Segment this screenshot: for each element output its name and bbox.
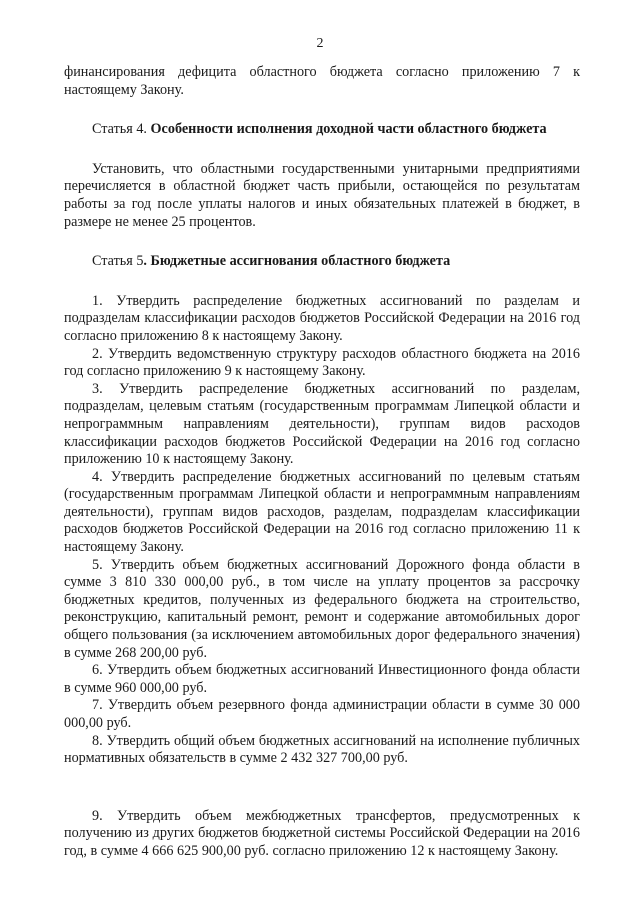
- article-4-text: Установить, что областными государственными унитарными предприятиями перечисляется в областной бюджет часть прибыли, остающейся по результатам работы за год после уплаты налогов и иных обязательных платежей в бюджет, в размере не менее 25 процентов.: [64, 160, 580, 230]
- article-5-item-8: 8. Утвердить общий объем бюджетных ассигнований на исполнение публичных нормативных обязательств в сумме 2 432 327 700,00 руб.: [64, 732, 580, 767]
- article-5-item-7: 7. Утвердить объем резервного фонда администрации области в сумме 30 000 000,00 руб.: [64, 697, 580, 731]
- intro-paragraph: финансирования дефицита областного бюджета согласно приложению 7 к настоящему Закону.: [64, 64, 580, 98]
- article-5-item-9: 9. Утвердить объем межбюджетных трансфертов, предусмотренных к получению из других бюджетов бюджетной системы Российской Федерации на 2016 год, в сумме 4 666 625 900,00 руб. согласно приложению 12 к настоящему Закону.: [64, 807, 580, 859]
- article-4-prefix: Статья 4.: [92, 121, 151, 138]
- page-number: 2: [316, 36, 324, 51]
- article-5-heading: [64, 253, 580, 271]
- article-5-item-5: 5. Утвердить объем бюджетных ассигнований Дорожного фонда области в сумме 3 810 330 000,00 руб., в том числе на уплату процентов за рассрочку бюджетных кредитов, полученных из федерального бюджета на строительство, реконструкцию, капитальный ремонт, ремонт и содержание автомобильных дорог общего пользования (за исключением автомобильных дорог федерального значения) в сумме 268 200,00 руб.: [64, 556, 580, 661]
- article-5-prefix: Статья 5: [92, 253, 144, 270]
- article-5-item-6: 6. Утвердить объем бюджетных ассигнований Инвестиционного фонда области в сумме 960 000,00 руб.: [64, 662, 580, 696]
- article-5-item-2: 2. Утвердить ведомственную структуру расходов областного бюджета на 2016 год согласно приложению 9 к настоящему Закону.: [64, 345, 580, 380]
- article-5-item-3: 3. Утвердить распределение бюджетных ассигнований по разделам, подразделам, целевым статьям (государственным программам Липецкой области и непрограммным направлениям деятельности), группам видов расходов классификации расходов бюджетов Российской Федерации на 2016 год согласно приложению 10 к настоящему Закону.: [64, 380, 580, 468]
- article-5-title: . Бюджетные ассигнования областного бюджета: [143, 253, 451, 270]
- article-4-heading: [64, 121, 580, 139]
- article-5-item-4: 4. Утвердить распределение бюджетных ассигнований по целевым статьям (государственным программам Липецкой области и непрограммным направлениям деятельности), группам видов расходов, разделам, подразделам классификации расходов бюджетов Российской Федерации на 2016 год согласно приложению 11 к настоящему Закону.: [64, 468, 580, 556]
- article-5-item-1: 1. Утвердить распределение бюджетных ассигнований по разделам и подразделам классификации расходов бюджетов Российской Федерации на 2016 год согласно приложению 8 к настоящему Закону.: [64, 292, 580, 344]
- article-4-title: Особенности исполнения доходной части областного бюджета: [150, 121, 547, 138]
- document-body: [64, 64, 580, 861]
